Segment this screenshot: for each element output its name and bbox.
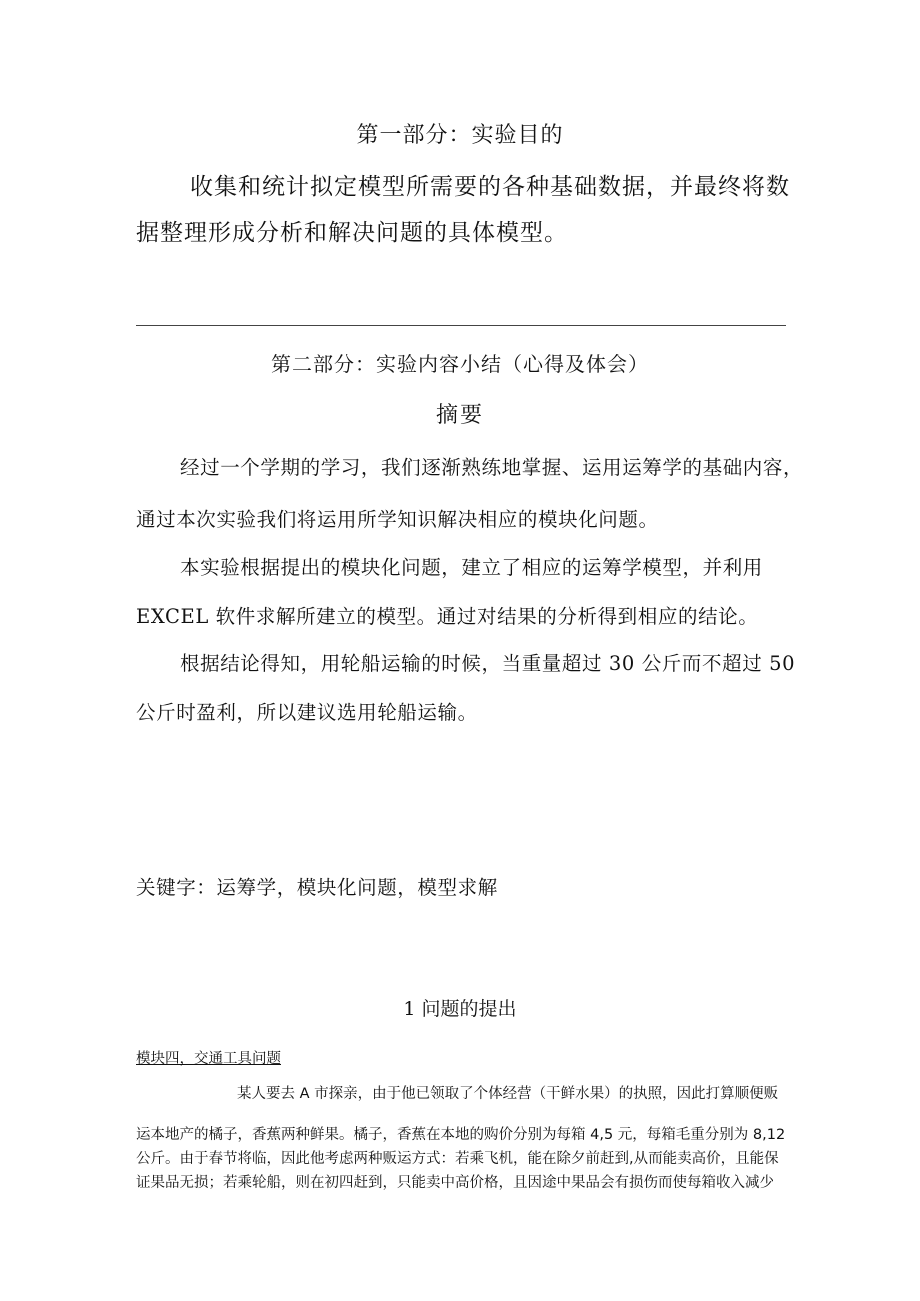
abstract-paragraph-line: 通过本次实验我们将运用所学知识解决相应的模块化问题。 [136,508,659,531]
abstract-heading: 摘要 [435,403,484,428]
part2-heading: 第二部分：实验内容小结（心得及体会） [271,352,649,376]
problem-text-line: 公斤。由于春节将临，因此他考虑两种贩运方式：若乘飞机，能在除夕前赶到,从而能卖高价，且能保 [136,1151,779,1167]
problem-text-line: 运本地产的橘子，香蕉两种鲜果。橘子，香蕉在本地的购价分别为每箱 4,5 元，每箱毛重分别为 8,12 [136,1127,786,1143]
abstract-paragraph-line: 根据结论得知，用轮船运输的时候，当重量超过 30 公斤而不超过 50 [180,652,796,675]
abstract-paragraph-line: 公斤时盈利，所以建议选用轮船运输。 [136,701,478,724]
horizontal-divider [136,325,786,326]
part1-heading: 第一部分：实验目的 [356,123,564,148]
keywords-line: 关键字：运筹学，模块化问题，模型求解 [136,876,498,899]
abstract-paragraph-line: 经过一个学期的学习，我们逐渐熟练地掌握、运用运筹学的基础内容， [180,456,804,479]
part1-text-line: 收集和统计拟定模型所需要的各种基础数据，并最终将数 [190,174,790,200]
abstract-paragraph-line: 本实验根据提出的模块化问题，建立了相应的运筹学模型，并利用 [180,556,763,579]
section-heading: 1 问题的提出 [403,998,517,1020]
problem-text-line: 某人要去 A 市探亲，由于他已领取了个体经营（干鲜水果）的执照，因此打算顺便贩 [237,1086,779,1102]
module-title: 模块四，交通工具问题 [136,1051,281,1067]
abstract-paragraph-line: EXCEL 软件求解所建立的模型。通过对结果的分析得到相应的结论。 [136,605,759,628]
part1-text-line: 据整理形成分析和解决问题的具体模型。 [136,220,568,246]
problem-text-line: 证果品无损；若乘轮船，则在初四赶到，只能卖中高价格，且因途中果品会有损伤而使每箱收入减少 [136,1175,774,1191]
